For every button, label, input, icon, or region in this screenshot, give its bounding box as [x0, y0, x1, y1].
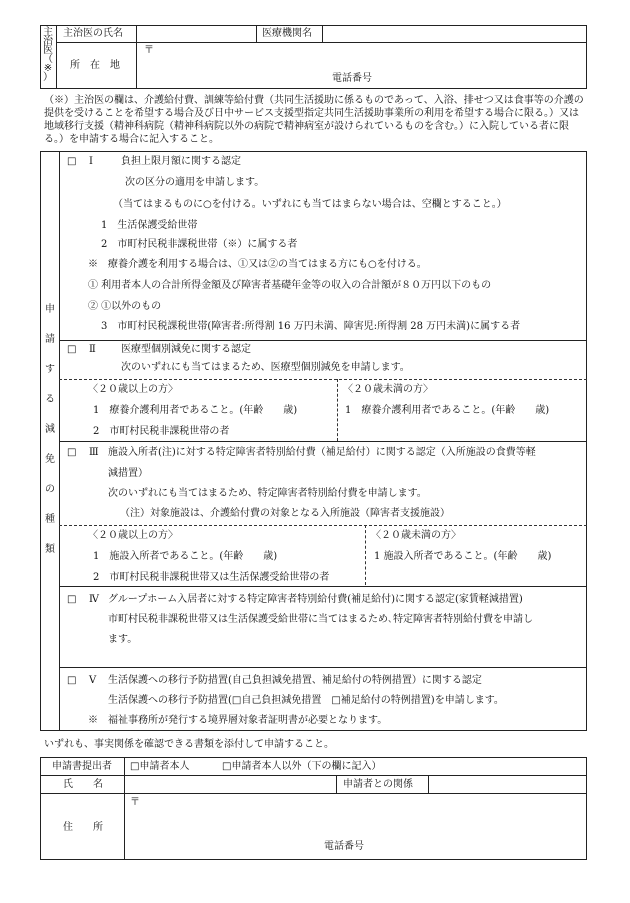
address-field[interactable]	[156, 45, 581, 71]
s2-line1: 次のいずれにも当てはまるため、医療型個別減免を申請します。	[121, 362, 410, 373]
institution-label: 医療機関名	[262, 28, 312, 39]
doctor-footnote: （※）主治医の欄は、介護給付費、訓練等給付費（共同生活援助に係るものであって、入浴、排せつ又は食事等の介護の提供を受けることを希望する場合及び日中サービス支援型指定共同生活援助事業所の利用を希望する場合に限る。）又は地域移行支援（精神科病院（精神科病院以外の病院で精神病室が設けられているものを含む。）に入院している者に限る。）を申請する場合に記入すること。	[44, 95, 584, 145]
s3-title-2: 減措置）	[108, 468, 148, 479]
s4-title: グループホーム入居者に対する特定障害者特別給付費(補足給付)に関する認定(家賃軽減措置)	[108, 594, 523, 605]
s4-number: Ⅳ	[89, 594, 99, 605]
s1-line2: （当てはまるものに○を付ける。いずれにも当てはまらない場合は、空欄とすること。）	[113, 199, 507, 210]
divider	[59, 586, 587, 587]
s3-line2: （注）対象施設は、介護給付費の対象となる入所施設（障害者支援施設）	[120, 508, 450, 519]
s2-right-head: 〈２０歳未満の方〉	[343, 384, 433, 395]
name-field[interactable]	[126, 777, 334, 791]
address-label: 住 所	[63, 822, 103, 833]
dashed-divider	[59, 525, 587, 526]
s2-left-item1: 1 療養介護利用者であること。(年齢 歳)	[93, 405, 298, 416]
institution-field[interactable]	[324, 27, 584, 41]
s5-note: ※ 福祉事務所が発行する境界層対象者証明書が必要となります。	[88, 715, 388, 726]
address-label: 所 在 地	[70, 60, 120, 71]
s2-checkbox[interactable]: □	[67, 344, 77, 355]
submitter-label: 申請書提出者	[52, 761, 112, 772]
phone-label: 電話番号	[324, 841, 364, 852]
s3-left-item2: 2 市町村民税非課税世帯又は生活保護受給世帯の者	[93, 572, 330, 583]
divider	[322, 25, 323, 42]
name-label: 氏 名	[63, 779, 103, 790]
s4-line2: ます。	[108, 634, 138, 645]
s3-title-1: 施設入所者(注)に対する特定障害者特別給付費（補足給付）に関する認定（入所施設の食費等軽	[108, 447, 536, 458]
s3-right-head: 〈２０歳未満の方〉	[371, 530, 461, 541]
divider	[56, 42, 587, 43]
dashed-divider	[59, 379, 587, 380]
s2-number: Ⅱ	[89, 344, 96, 355]
postal-mark: 〒	[130, 797, 140, 808]
s3-left-head: 〈２０歳以上の方〉	[88, 530, 178, 541]
relation-field[interactable]	[430, 777, 584, 791]
s3-right-item1: 1 施設入所者であること。(年齢 歳)	[374, 551, 552, 562]
s1-number: Ⅰ	[89, 156, 93, 167]
relation-label: 申請者との関係	[343, 779, 413, 790]
s3-line1: 次のいずれにも当てはまるため、特定障害者特別給付費を申請します。	[108, 488, 427, 499]
phone-label: 電話番号	[332, 73, 372, 84]
s1-title: 負担上限月額に関する認定	[121, 156, 241, 167]
s3-number: Ⅲ	[89, 447, 99, 458]
s1-choice1[interactable]: ① 利用者本人の合計所得金額及び障害者基礎年金等の収入の合計額が８０万円以下のもの	[88, 280, 492, 291]
s5-checkbox[interactable]: □	[67, 675, 77, 686]
s1-note: ※ 療養介護を利用する場合は、①又は②の当てはまる方にも○を付ける。	[88, 259, 427, 270]
divider	[40, 775, 587, 776]
s5-title: 生活保護への移行予防措置(自己負担減免措置、補足給付の特例措置）に関する認定	[108, 675, 482, 686]
doctor-name-field[interactable]	[138, 27, 254, 41]
s4-checkbox[interactable]: □	[67, 594, 77, 605]
submitter-other-option[interactable]: □申請者本人以外（下の欄に記入）	[222, 761, 382, 772]
s1-checkbox[interactable]: □	[67, 156, 77, 167]
attach-note: いずれも、事実関係を確認できる書類を添付して申請すること。	[44, 739, 334, 750]
dashed-divider	[337, 379, 338, 441]
s2-title: 医療型個別減免に関する認定	[121, 344, 251, 355]
doctor-side-label: 主 治 医 （ ※ ）	[43, 27, 53, 83]
s3-checkbox[interactable]: □	[67, 447, 77, 458]
s5-line1[interactable]: 生活保護への移行予防措置(□自己負担減免措置 □補足給付の特例措置)を申請します。	[108, 695, 504, 706]
address-field[interactable]	[142, 797, 582, 837]
dashed-divider	[365, 525, 366, 585]
s1-item3[interactable]: 3 市町村民税課税世帯(障害者:所得割 16 万円未満、障害児:所得割 28 万円未満)に属する者	[101, 321, 521, 332]
divider	[59, 441, 587, 442]
reduction-side-label: 申 請 す る 減 免 の 種 類	[45, 304, 55, 555]
s2-left-item2: 2 市町村民税非課税世帯の者	[93, 426, 230, 437]
submitter-self-option[interactable]: □申請者本人	[130, 761, 190, 772]
divider	[428, 775, 429, 793]
divider	[56, 25, 57, 89]
divider	[59, 667, 587, 668]
s4-line1: 市町村民税非課税世帯又は生活保護受給世帯に当てはまるため､特定障害者特別給付費を申請し	[108, 614, 533, 625]
s1-line1: 次の区分の適用を申請します。	[125, 177, 265, 188]
s2-left-head: 〈２０歳以上の方〉	[88, 384, 178, 395]
divider	[336, 775, 337, 793]
doctor-name-label: 主治医の氏名	[63, 28, 123, 39]
s3-left-item1: 1 施設入所者であること。(年齢 歳)	[93, 551, 278, 562]
divider	[40, 793, 587, 794]
divider	[124, 757, 125, 860]
s2-right-item1: 1 療養介護利用者であること。(年齢 歳)	[345, 405, 550, 416]
s5-number: Ⅴ	[89, 675, 97, 686]
postal-mark: 〒	[144, 45, 154, 56]
s1-item2[interactable]: 2 市町村民税非課税世帯（※）に属する者	[101, 239, 298, 250]
divider	[136, 25, 137, 89]
s1-choice2[interactable]: ② ①以外のもの	[88, 301, 162, 312]
divider	[59, 340, 587, 341]
s1-item1[interactable]: 1 生活保護受給世帯	[101, 220, 198, 231]
divider	[256, 25, 257, 42]
